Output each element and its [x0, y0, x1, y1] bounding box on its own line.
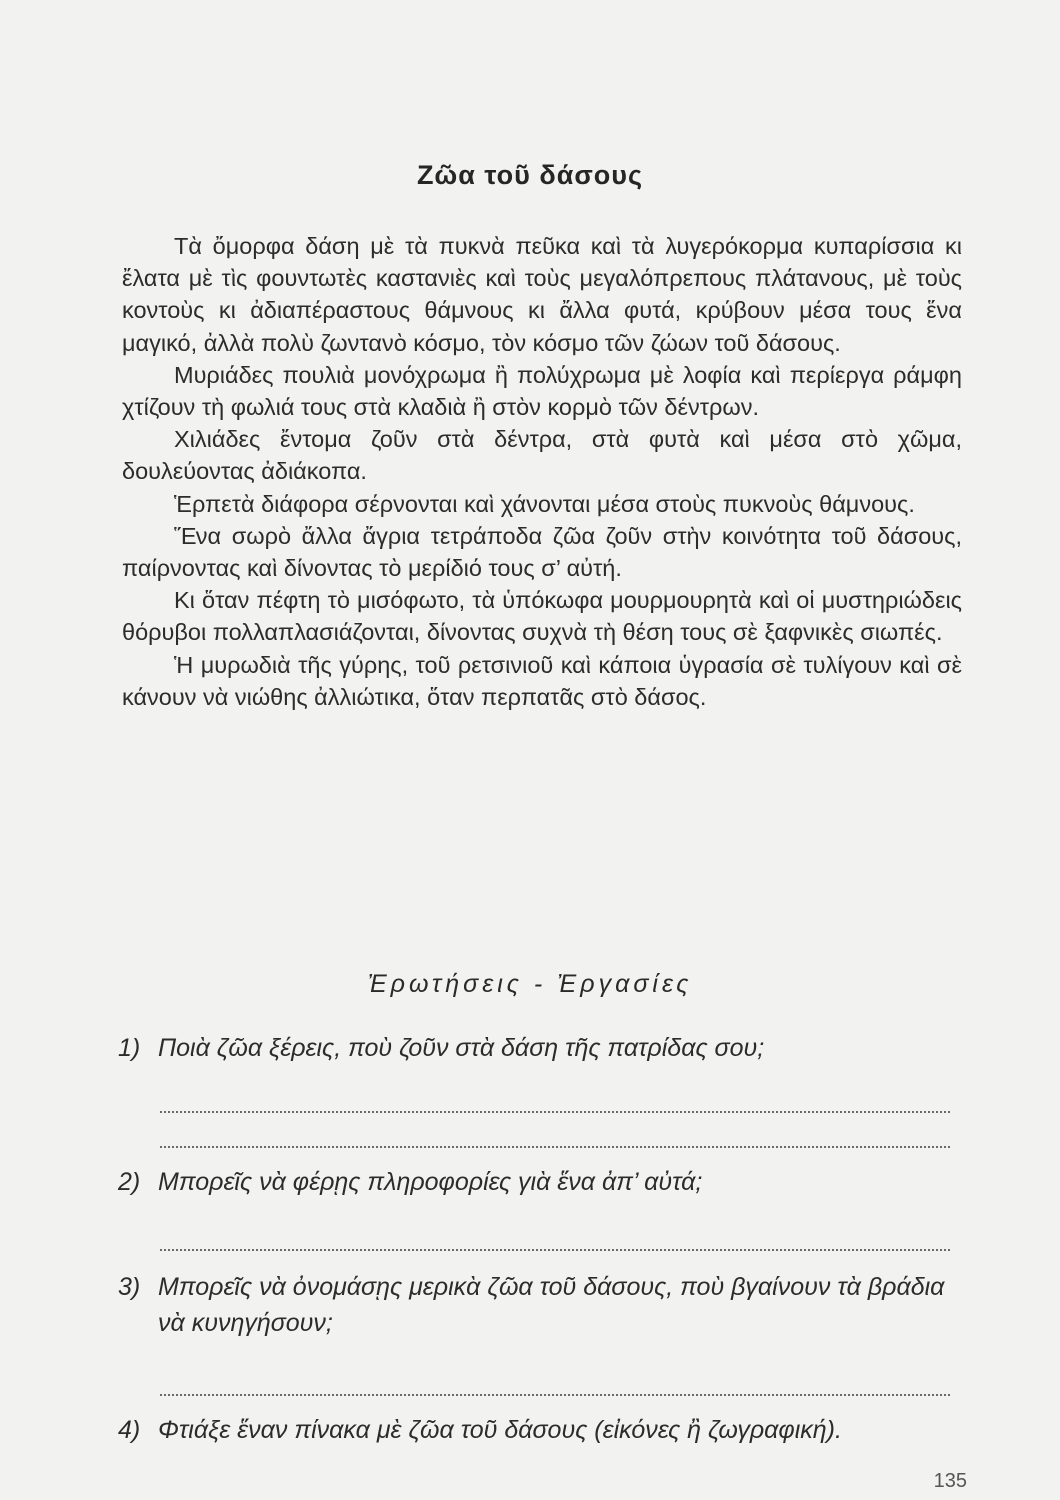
question-text: Φτιάξε ἕναν πίνακα μὲ ζῶα τοῦ δάσους (εἰκόνες ἢ ζωγραφική).	[158, 1416, 842, 1444]
answer-space	[118, 1396, 963, 1412]
paragraph: Ἕνα σωρὸ ἄλλα ἄγρια τετράποδα ζῶα ζοῦν στὴν κοινότητα τοῦ δάσους, παίρνοντας καὶ δίνοντας τὸ μερίδιό τους σ’ αὐτή.	[122, 522, 962, 582]
question-number: 3)	[118, 1273, 141, 1301]
paragraph: Κι ὅταν πέφτη τὸ μισόφωτο, τὰ ὑπόκωφα μουρμουρητὰ καὶ οἱ μυστηριώδεις θόρυβοι πολλαπλασιάζονται, δίνοντας συχνὰ τὴ θέση τους σὲ ξαφνικὲς σιωπές.	[122, 587, 962, 646]
questions-heading: Ἐρωτήσεις - Ἐργασίες	[367, 970, 693, 998]
questions-list	[118, 1030, 963, 1448]
question-number: 4)	[118, 1416, 141, 1444]
question-item	[118, 1164, 963, 1200]
body-text	[122, 230, 962, 713]
question-text: Μπορεῖς νὰ φέρῃς πληροφορίες γιὰ ἕνα ἀπ’ αὐτά;	[158, 1168, 703, 1196]
paragraph: Ἑρπετὰ διάφορα σέρνονται καὶ χάνονται μέσα στοὺς πυκνοὺς θάμνους.	[174, 490, 915, 517]
paragraph: Μυριάδες πουλιὰ μονόχρωμα ἢ πολύχρωμα μὲ λοφία καὶ περίεργα ράμφη χτίζουν τὴ φωλιά τους στὰ κλαδιὰ ἢ στὸν κορμὸ τῶν δέντρων.	[122, 361, 962, 421]
question-number: 2)	[118, 1168, 141, 1196]
page-number: 135	[933, 1470, 967, 1492]
answer-space	[118, 1251, 963, 1269]
question-item	[118, 1030, 963, 1066]
answer-space	[118, 1066, 963, 1110]
answer-space	[118, 1148, 963, 1164]
page-title: Ζῶα τοῦ δάσους	[416, 160, 644, 190]
question-text: Μπορεῖς νὰ ὀνομάσῃς μερικὰ ζῶα τοῦ δάσους, ποὺ βγαίνουν τὰ βράδια νὰ κυνηγήσουν;	[158, 1273, 945, 1337]
question-number: 1)	[118, 1034, 141, 1062]
paragraph: Χιλιάδες ἔντομα ζοῦν στὰ δέντρα, στὰ φυτὰ καὶ μέσα στὸ χῶμα, δουλεύοντας ἀδιάκοπα.	[122, 426, 962, 485]
question-text: Ποιὰ ζῶα ξέρεις, ποὺ ζοῦν στὰ δάση τῆς πατρίδας σου;	[158, 1034, 765, 1062]
answer-space	[118, 1200, 963, 1248]
question-item	[118, 1412, 963, 1448]
paragraph: Ἡ μυρωδιὰ τῆς γύρης, τοῦ ρετσινιοῦ καὶ κάποια ὑγρασία σὲ τυλίγουν καὶ σὲ κάνουν νὰ νιώθης ἀλλιώτικα, ὅταν περπατᾶς στὸ δάσος.	[122, 651, 962, 710]
paragraph: Τὰ ὄμορφα δάση μὲ τὰ πυκνὰ πεῦκα καὶ τὰ λυγερόκορμα κυπαρίσσια κι ἔλατα μὲ τὶς φουντωτὲς καστανιὲς καὶ τοὺς μεγαλόπρεπους πλάτανους, μὲ τοὺς κοντοὺς κι ἀδιαπέραστους θάμνους κι ἄλλα φυτά, κρύβουν μέσα τους ἕνα μαγικό, ἀλλὰ πολὺ ζωντανὸ κόσμο, τὸν κόσμο τῶν ζώων τοῦ δάσους.	[122, 233, 962, 356]
answer-space	[118, 1341, 963, 1393]
answer-space	[118, 1113, 963, 1145]
question-item	[118, 1269, 963, 1341]
